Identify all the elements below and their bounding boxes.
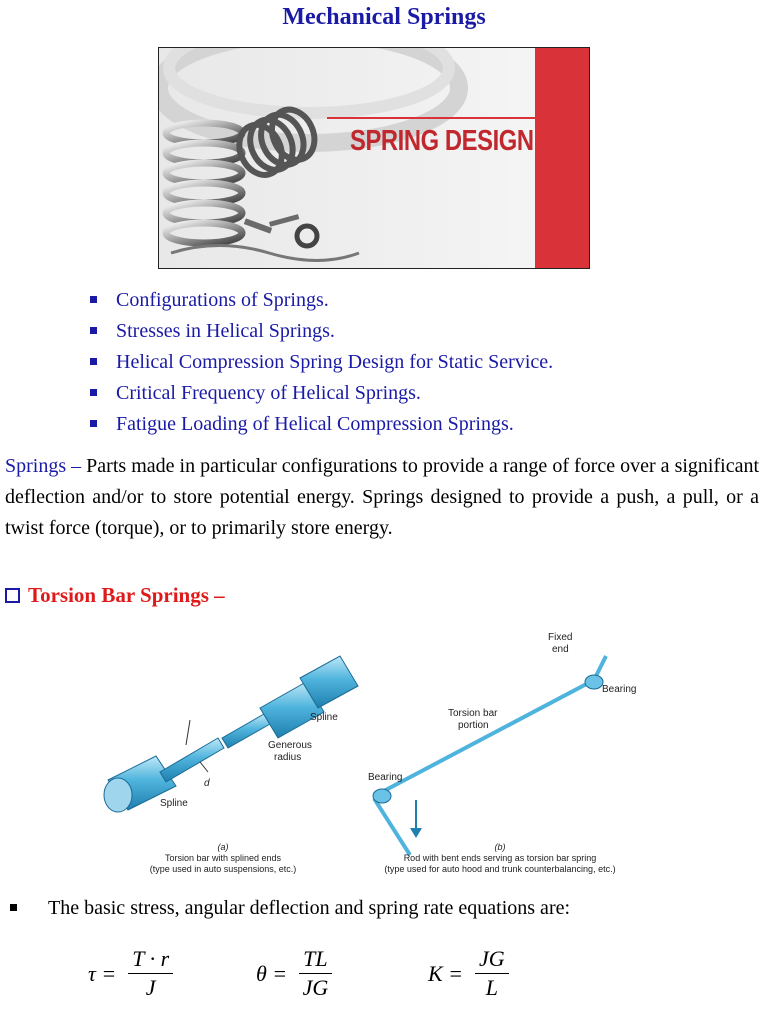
label-d: d <box>204 778 210 789</box>
section-heading <box>5 583 225 608</box>
caption-a-line2: (type used in auto suspensions, etc.) <box>149 864 297 874</box>
spring-design-banner-image <box>158 47 590 269</box>
caption-a-tag: (a) <box>217 842 229 852</box>
equation-denominator: L <box>485 975 498 1000</box>
equation-denominator: J <box>145 975 156 1000</box>
label-torsion-bar: Torsion bar <box>448 708 498 719</box>
caption-b-line1: Rod with bent ends serving as torsion bar spring <box>403 853 597 863</box>
page-title: Mechanical Springs <box>282 4 486 30</box>
angular-deflection-equation <box>256 945 332 1002</box>
label-spline-top: Spline <box>310 712 338 723</box>
list-item: Stresses in Helical Springs. <box>90 316 553 347</box>
label-portion: portion <box>458 720 489 731</box>
equations-intro: The basic stress, angular deflection and spring rate equations are: <box>10 893 570 923</box>
list-item: Configurations of Springs. <box>90 285 553 316</box>
topic-list <box>90 285 553 440</box>
label-bearing-top: Bearing <box>602 684 637 695</box>
equation-lhs: τ = <box>88 960 117 986</box>
label-radius: radius <box>274 752 302 763</box>
definition-text: Parts made in particular configurations to provide a range of force over a significant deflection and/or to store potential energy. Springs designed to provide a push, a pull, or a twist force (torque), or to primarily store energy. <box>5 455 759 539</box>
checkbox-bullet-icon <box>5 588 20 603</box>
banner-heading: SPRING DESIGN <box>350 125 534 157</box>
torsion-bar-figure <box>90 620 650 890</box>
equation-lhs: K = <box>428 960 464 986</box>
caption-a-line1: Torsion bar with splined ends <box>164 853 282 863</box>
equation-denominator: JG <box>302 975 329 1000</box>
label-generous: Generous <box>268 740 312 751</box>
label-bearing-left: Bearing <box>368 772 403 783</box>
list-item: Critical Frequency of Helical Springs. <box>90 378 553 409</box>
definition-paragraph <box>5 451 759 544</box>
splined-bar-drawing <box>104 656 358 812</box>
spring-rate-equation <box>428 945 509 1002</box>
stress-equation <box>88 945 173 1002</box>
caption-b-line2: (type used for auto hood and trunk counterbalancing, etc.) <box>384 864 616 874</box>
label-fixed: Fixed <box>548 632 573 643</box>
bent-rod-drawing <box>373 656 606 855</box>
equation-numerator: JG <box>475 945 509 974</box>
equation-numerator: TL <box>299 945 331 974</box>
section-heading-text: Torsion Bar Springs – <box>28 583 225 607</box>
label-end: end <box>552 644 569 655</box>
list-item: Fatigue Loading of Helical Compression Springs. <box>90 409 553 440</box>
equation-numerator: T · r <box>128 945 173 974</box>
definition-term: Springs <box>5 455 67 477</box>
caption-b-tag: (b) <box>494 842 506 852</box>
equation-lhs: θ = <box>256 960 288 986</box>
definition-dash: – <box>66 455 87 477</box>
list-item: Helical Compression Spring Design for Static Service. <box>90 347 553 378</box>
label-spline-bottom: Spline <box>160 798 188 809</box>
